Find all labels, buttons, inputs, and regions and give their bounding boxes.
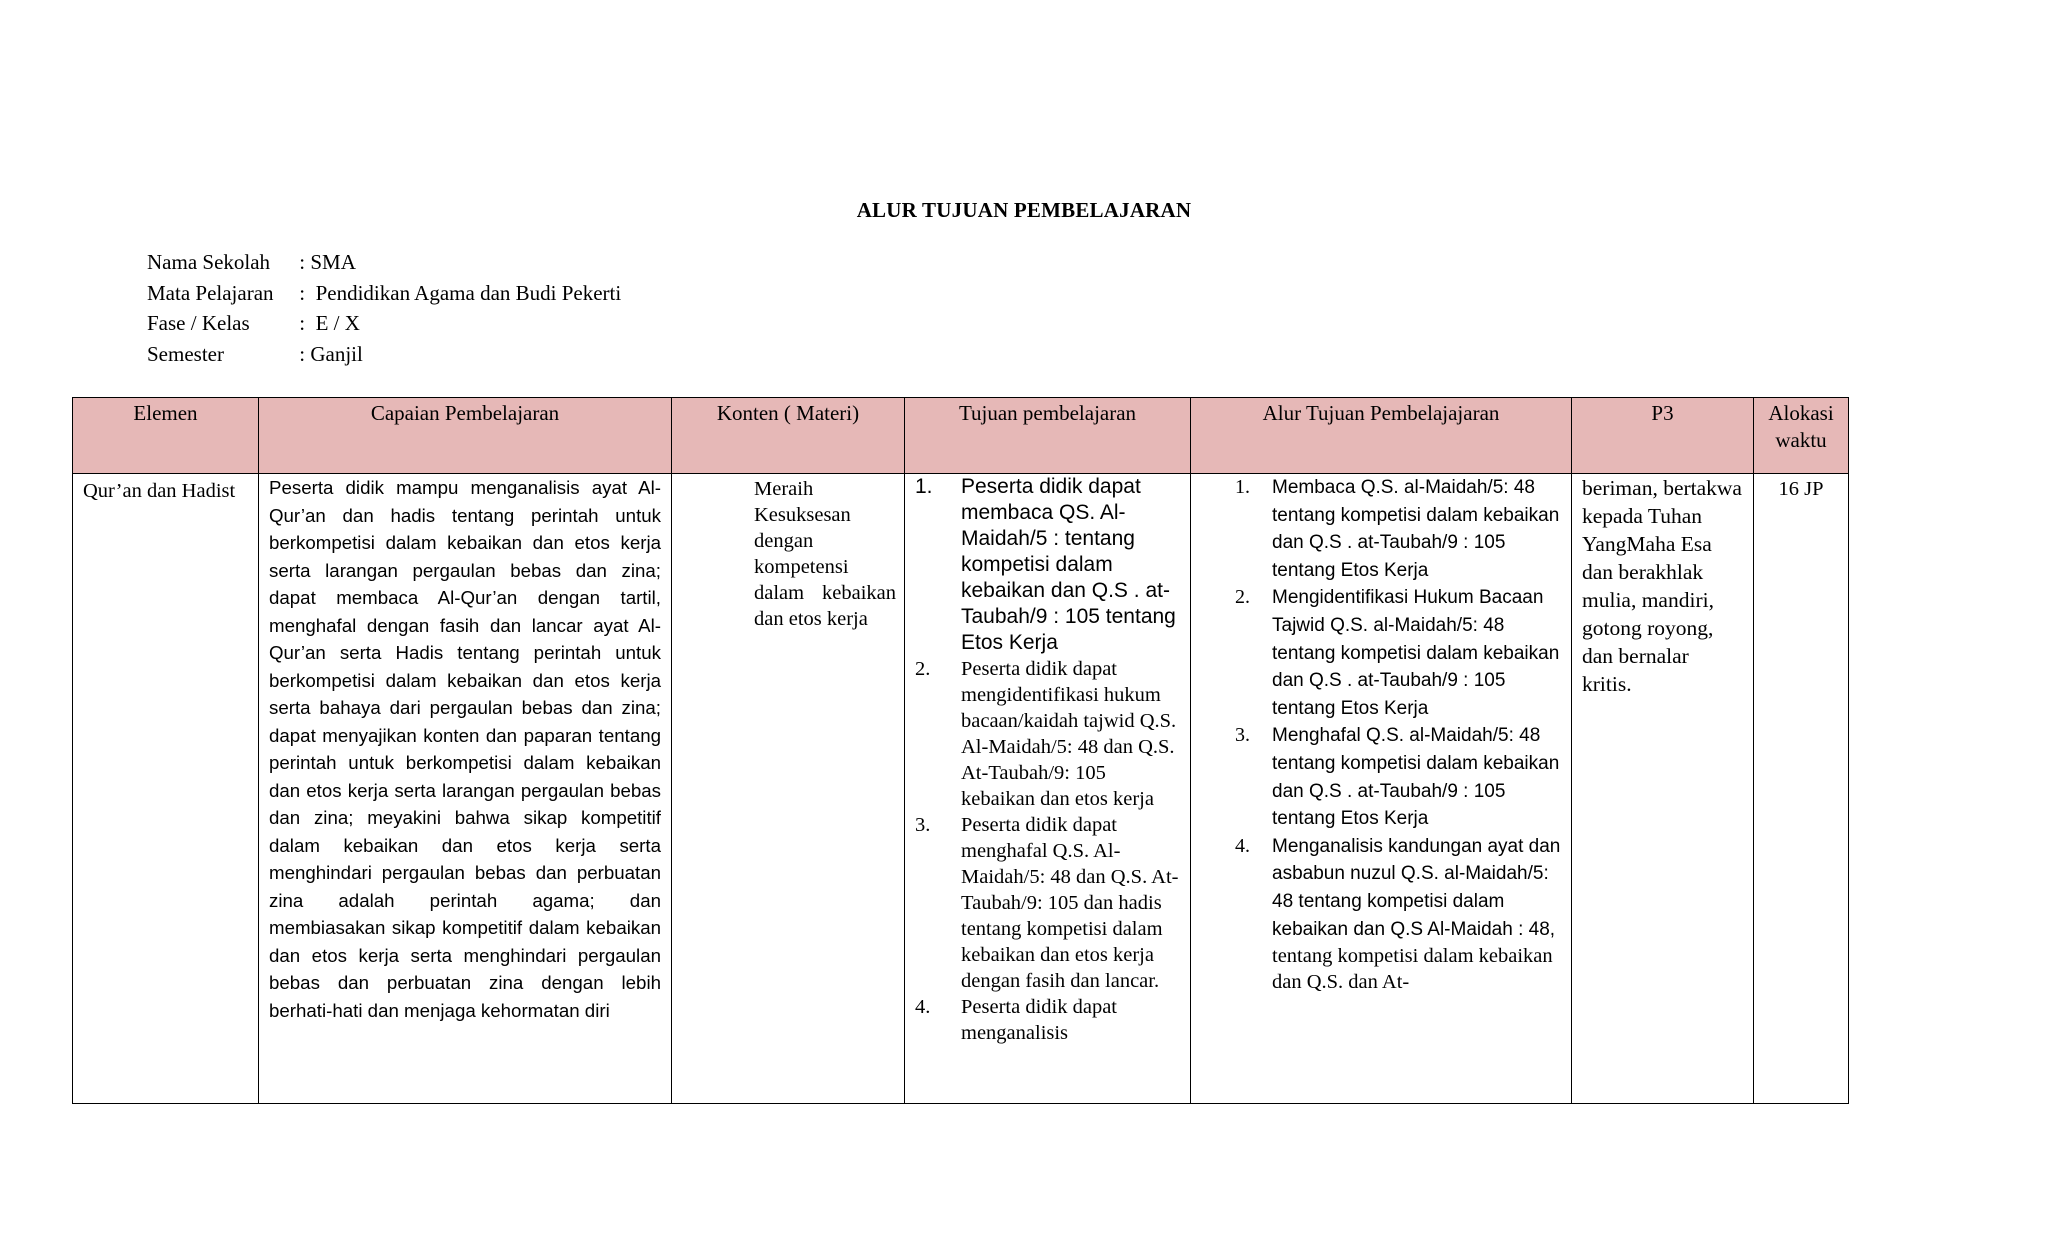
cell-capaian [259,474,672,1104]
p3-text: beriman, bertakwa kepada Tuhan YangMaha Esa dan berakhlak mulia, mandiri, gotong royong, dan bernalar kritis. [1582,476,1742,696]
cell-alur [1191,474,1572,1104]
capaian-text: Peserta didik mampu menganalisis ayat Al-Qur’an dan hadis tentang perintah untuk berkompetisi dalam kebaikan dan etos kerja serta larangan pergaulan bebas dan zina; dapat membaca Al-Qur’an dengan tartil, menghafal dengan fasih dan lancar ayat Al-Qur’an serta Hadis tentang perintah untuk berkompetisi dalam kebaikan dan etos kerja serta bahaya dari pergaulan bebas dan zina; dapat menyajikan konten dan paparan tentang perintah untuk berkompetisi dalam kebaikan dan etos kerja serta larangan pergaulan bebas dan zina; meyakini bahwa sikap kompetitif dalam kebaikan dan etos kerja serta menghindari pergaulan bebas dan perbuatan zina adalah perintah agama; dan membiasakan sikap kompetitif dalam kebaikan dan etos kerja serta menghindari pergaulan bebas dan perbuatan zina dengan lebih berhati-hati dan menjaga kehormatan diri [269,477,661,1021]
list-text: Mengidentifikasi Hukum Bacaan Tajwid Q.S. al-Maidah/5: 48 tentang kompetisi dalam kebaikan dan Q.S . at-Taubah/9 : 105 tentang Etos Kerja [1272,587,1560,719]
list-text: Peserta didik dapat menghafal Q.S. Al-Maidah/5: 48 dan Q.S. At-Taubah/9: 105 dan hadis tentang kompetisi dalam kebaikan dan etos kerja dengan fasih dan lancar. [961,814,1179,992]
alur-list [1235,474,1563,995]
cell-tujuan [905,474,1191,1104]
list-text: Peserta didik dapat mengidentifikasi hukum bacaan/kaidah tajwid Q.S. Al-Maidah/5: 48 dan Q.S. At-Taubah/9: 105 kebaikan dan etos kerja [961,658,1177,810]
list-number: 3. [915,814,931,836]
list-number: 4. [915,996,931,1018]
list-number: 2. [1235,586,1250,609]
list-text: Peserta didik dapat menganalisis [961,996,1117,1044]
info-value: E / X [315,311,360,335]
info-value: Pendidikan Agama dan Budi Pekerti [315,280,622,305]
list-number: 1. [1235,476,1250,498]
info-value: Ganjil [310,341,363,366]
list-number: 4. [1235,834,1250,857]
header-alur: Alur Tujuan Pembelajajaran [1191,398,1572,474]
cell-konten: Meraih Kesuksesan dengan kompetensi dalam kebaikan dan etos kerja [672,474,905,1104]
header-elemen: Elemen [73,398,259,474]
document-title: ALUR TUJUAN PEMBELAJARAN [856,198,1192,222]
info-label: Nama Sekolah [147,250,271,274]
list-text: Peserta didik dapat membaca QS. Al-Maidah/5 : tentang kompetisi dalam kebaikan dan Q.S . at-Taubah/9 : 105 tentang Etos Kerja [961,475,1176,654]
list-item [915,994,1180,1046]
tujuan-list [915,474,1180,1046]
list-text-block [1272,833,1563,995]
table-header-row [73,398,1849,474]
list-number: 3. [1235,724,1250,747]
list-item [1235,722,1563,832]
list-item [915,812,1180,994]
list-item [1235,584,1563,722]
info-separator: : [294,250,311,274]
info-label: Fase / Kelas [147,311,250,335]
list-item [1235,474,1563,584]
list-text-continued: tentang kompetisi dalam kebaikan dan Q.S. dan At- [1272,945,1553,994]
cell-elemen: Qur’an dan Hadist [73,474,259,1104]
cell-alokasi: 16 JP [1754,474,1849,1104]
identity-block [147,247,621,369]
info-label: Mata Pelajaran [147,280,274,305]
info-separator: : [294,341,311,366]
list-text: Menganalisis kandungan ayat dan asbabun nuzul Q.S. al-Maidah/5: 48 tentang kompetisi dalam kebaikan dan Q.S Al-Maidah : 48, [1272,835,1561,940]
list-number: 1. [915,475,933,498]
header-tujuan: Tujuan pembelajaran [905,398,1191,474]
cell-p3 [1572,474,1754,1104]
info-separator: : [294,280,316,305]
header-p3: P3 [1572,398,1754,474]
info-row-subject [147,278,621,309]
list-item [1235,833,1563,995]
info-value: SMA [310,250,356,274]
info-row-semester [147,339,621,370]
info-row-phase [147,308,621,339]
info-separator: : [294,311,316,335]
info-label: Semester [147,341,224,366]
list-item [915,656,1180,812]
list-text: Menghafal Q.S. al-Maidah/5: 48 tentang kompetisi dalam kebaikan dan Q.S . at-Taubah/9 : 105 tentang Etos Kerja [1272,725,1560,830]
learning-flow-table [72,397,1849,1104]
table-row [73,474,1849,1104]
header-alokasi: Alokasi waktu [1754,398,1849,474]
list-item [915,474,1180,656]
list-text: Membaca Q.S. al-Maidah/5: 48 tentang kompetisi dalam kebaikan dan Q.S . at-Taubah/9 : 105 tentang Etos Kerja [1272,477,1560,581]
header-capaian: Capaian Pembelajaran [259,398,672,474]
list-number: 2. [915,658,931,680]
info-row-school [147,247,621,278]
header-konten: Konten ( Materi) [672,398,905,474]
